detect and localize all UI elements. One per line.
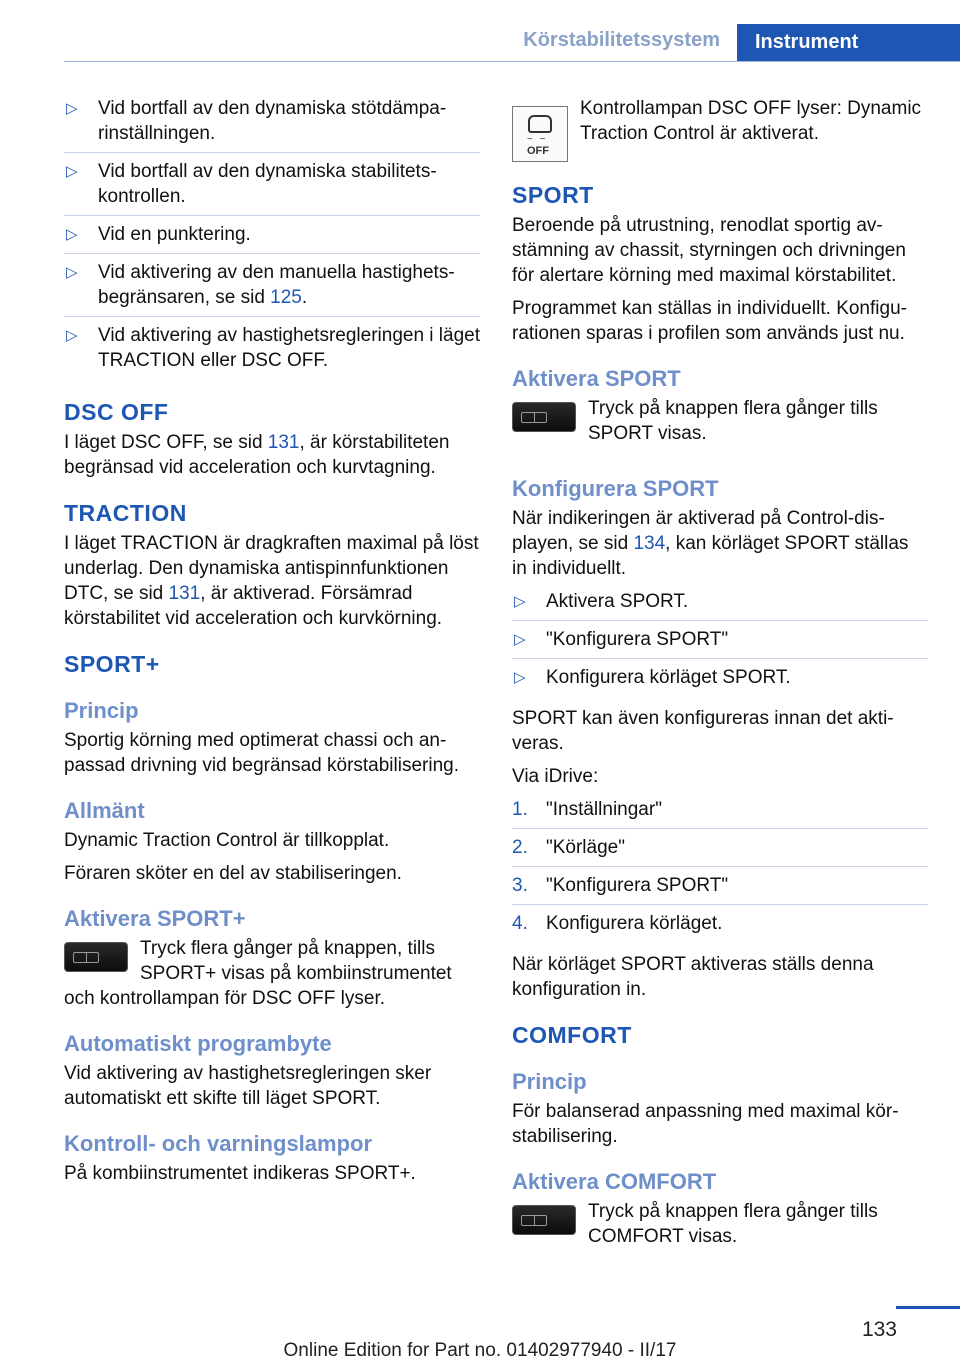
aktivera-sport-plus-heading: Aktivera SPORT+ (64, 906, 246, 931)
list-item: ▷ Vid aktivering av den manuella hastighetsbegränsaren, se sid 125. (64, 260, 480, 317)
list-item: ▷ Vid en punktering. (64, 222, 480, 254)
list-item: ▷ Aktivera SPORT. (512, 589, 928, 621)
list-item: ▷ Vid aktivering av hastighetsregleringen i läget TRACTION eller DSC OFF. (66, 325, 480, 371)
footer-rule (896, 1306, 960, 1309)
list-item: ▷ Vid bortfall av den dynamiska stötdämparinställningen. (64, 96, 480, 153)
dsc-off-lamp-icon: ~ ~ OFF (512, 106, 568, 162)
triangle-bullet-icon: ▷ (66, 163, 78, 180)
lampor-heading: Kontroll- och varningslampor (64, 1131, 373, 1156)
dsc-off-text: I läget DSC OFF, se sid 131, är körstabiliteten begränsad vid acceleration och kurvtagning. (64, 432, 450, 478)
triangle-bullet-icon: ▷ (66, 100, 78, 117)
idrive-label: Via iDrive: (512, 766, 599, 787)
bullet-list (64, 96, 480, 379)
sport-text-1: Beroende på utrustning, renodlat sportig avstämning av chassit, styrningen och drivningen för alertare körning med maximal körstabilitet. (512, 215, 906, 286)
triangle-bullet-icon: ▷ (66, 327, 78, 344)
page-link[interactable]: 131 (168, 583, 201, 604)
driving-mode-button-icon (512, 1205, 576, 1235)
sport-plus-heading: SPORT+ (64, 651, 160, 677)
list-item: ▷ Vid bortfall av den dynamiska stabilitetskontrollen. (64, 159, 480, 216)
dsc-lamp-text: Kontrollampan DSC OFF lyser: Dynamic Traction Control är aktiverat. (580, 98, 922, 144)
princip-heading: Princip (64, 698, 139, 723)
header-rule (64, 61, 960, 62)
aktivera-sport-plus-text: Tryck flera gånger på knappen, tills SPORT+ visas på kombiinstrumentet och kontrollampan för DSC OFF lyser. (64, 938, 452, 1009)
triangle-bullet-icon: ▷ (66, 226, 78, 243)
aktivera-sport-text: Tryck på knappen flera gånger tills SPORT visas. (588, 398, 878, 444)
sport-heading: SPORT (512, 182, 594, 208)
edition-footer: Online Edition for Part no. 01402977940 - II/17 (283, 1340, 677, 1361)
before-text: SPORT kan även konfigureras innan det aktiveras. (512, 708, 894, 754)
allmant-heading: Allmänt (64, 798, 145, 823)
page-link[interactable]: 134 (633, 533, 666, 554)
aktivera-comfort-heading: Aktivera COMFORT (512, 1169, 717, 1194)
after-text: När körläget SPORT aktiveras ställs denna konfiguration in. (512, 954, 874, 1000)
auto-programbyte-heading: Automatiskt programbyte (64, 1031, 332, 1056)
allmant-text-2: Föraren sköter en del av stabiliseringen. (64, 863, 402, 884)
princip-text: Sportig körning med optimerat chassi och anpassad drivning vid begränsad körstabilisering. (64, 730, 460, 776)
aktivera-sport-row (512, 396, 928, 456)
aktivera-sport-heading: Aktivera SPORT (512, 366, 681, 391)
list-item: ▷ Konfigurera körläget SPORT. (514, 667, 791, 688)
list-item: 4. Konfigurera körläget. (512, 913, 723, 934)
section-title: Körstabilitetssystem (523, 29, 720, 51)
page-header (0, 0, 960, 62)
driving-mode-button-icon (512, 402, 576, 432)
aktivera-sport-plus-row (64, 936, 480, 1011)
konfigurera-sport-heading: Konfigurera SPORT (512, 476, 719, 501)
page-number: 133 (861, 1318, 897, 1341)
left-column (64, 96, 480, 1194)
sport-text-2: Programmet kan ställas in individuellt. Konfigurationen sparas i profilen som används just nu. (512, 298, 907, 344)
konfigurera-sport-text: När indikeringen är aktiverad på Control-displayen, se sid 134, kan körläget SPORT ställas in individuellt. (512, 508, 909, 579)
traction-heading: TRACTION (64, 500, 187, 526)
triangle-bullet-icon: ▷ (514, 631, 526, 648)
list-item: ▷ "Konfigurera SPORT" (512, 627, 928, 659)
page-link[interactable]: 131 (267, 432, 300, 453)
triangle-bullet-icon: ▷ (514, 593, 526, 610)
comfort-princip-heading: Princip (512, 1069, 587, 1094)
chapter-tab-label: Instrument (755, 31, 859, 53)
dsc-lamp-row (512, 96, 928, 156)
page-link[interactable]: 125 (270, 287, 302, 308)
auto-programbyte-text: Vid aktivering av hastighetsregleringen sker automatiskt ett skifte till läget SPORT. (64, 1063, 432, 1109)
driving-mode-button-icon (64, 942, 128, 972)
triangle-bullet-icon: ▷ (514, 669, 526, 686)
allmant-text-1: Dynamic Traction Control är tillkopplat. (64, 830, 390, 851)
traction-text: I läget TRACTION är dragkraften maximal på löst underlag. Den dynamiska antispinnfunktionen DTC, se sid 131, är aktiverad. Försämrad körstabilitet vid acceleration och kurvkörning. (64, 533, 479, 629)
right-column (512, 96, 928, 1267)
aktivera-comfort-text: Tryck på knappen flera gånger tills COMFORT visas. (588, 1201, 878, 1247)
list-item: 2. "Körläge" (512, 835, 928, 867)
chapter-tab (737, 24, 960, 62)
step-list (512, 797, 928, 942)
aktivera-comfort-row (512, 1199, 928, 1259)
comfort-heading: COMFORT (512, 1022, 632, 1048)
triangle-bullet-icon: ▷ (66, 264, 78, 281)
list-item: 1. "Inställningar" (512, 797, 928, 829)
list-item: 3. "Konfigurera SPORT" (512, 873, 928, 905)
dsc-off-heading: DSC OFF (64, 399, 169, 425)
lampor-text: På kombiinstrumentet indikeras SPORT+. (64, 1163, 416, 1184)
konfig-bullet-list (512, 589, 928, 696)
comfort-princip-text: För balanserad anpassning med maximal körstabilisering. (512, 1101, 899, 1147)
